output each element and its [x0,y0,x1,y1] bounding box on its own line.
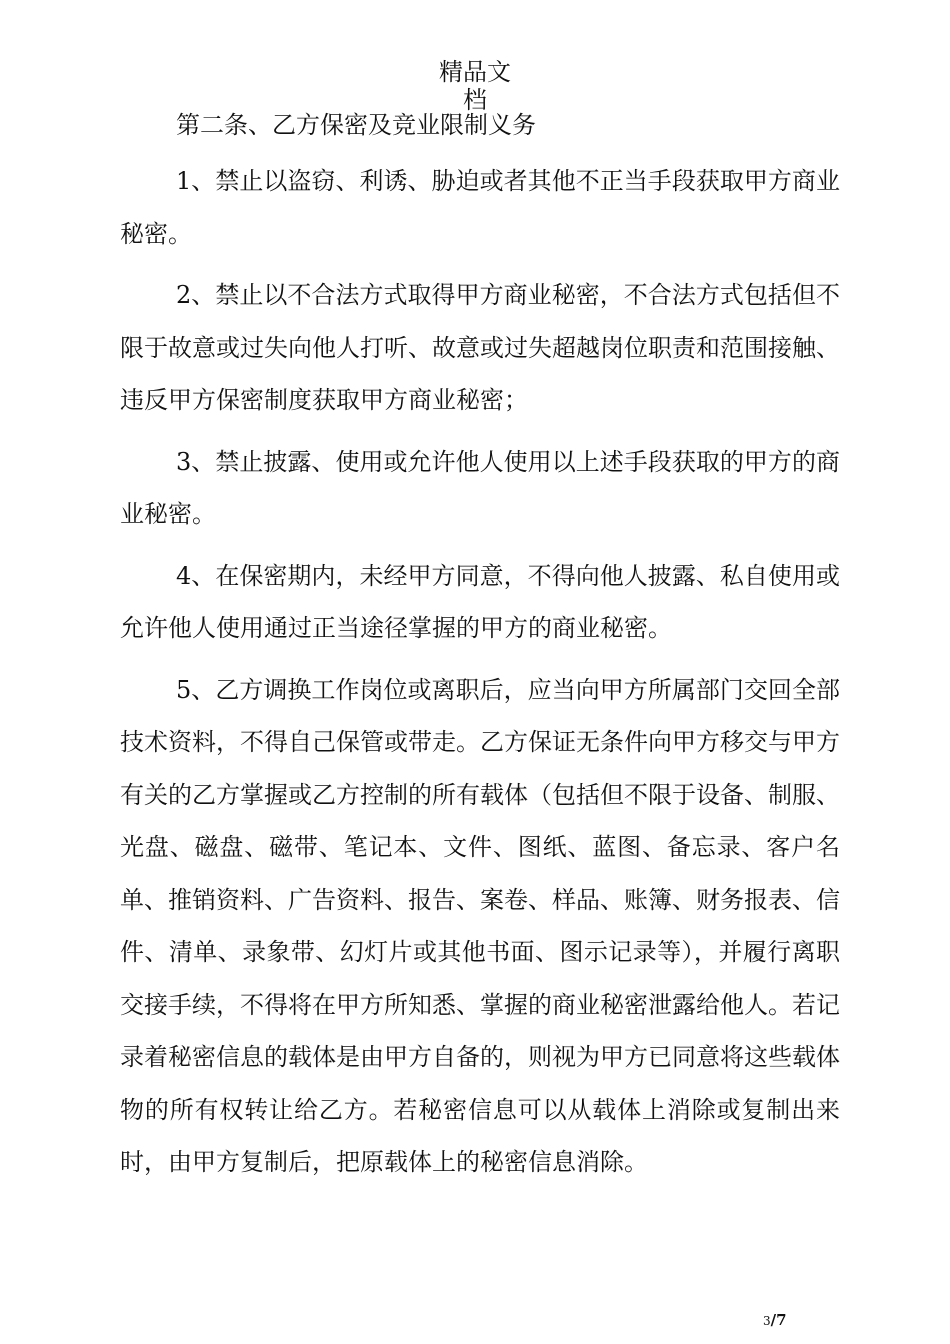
clause-3: 3、禁止披露、使用或允许他人使用以上述手段获取的甲方的商业秘密。 [120,447,840,528]
document-body [120,104,840,1189]
header-title: 精品文档 [439,58,511,114]
clause-4: 4、在保密期内，未经甲方同意，不得向他人披露、私自使用或允许他人使用通过正当途径掌握的甲方的商业秘密。 [120,561,840,642]
article-title: 第二条、乙方保密及竞业限制义务 [176,111,536,139]
page-total: /7 [770,1311,787,1329]
page-number [763,1312,787,1329]
clause-1: 1、禁止以盗窃、利诱、胁迫或者其他不正当手段获取甲方商业秘密。 [120,167,840,248]
page-current: 3 [763,1314,771,1328]
clause-5: 5、乙方调换工作岗位或离职后，应当向甲方所属部门交回全部技术资料，不得自己保管或带走。乙方保证无条件向甲方移交与甲方有关的乙方掌握或乙方控制的所有载体（包括但不限于设备、制服、光盘、磁盘、磁带、笔记本、文件、图纸、蓝图、备忘录、客户名单、推销资料、广告资料、报告、案卷、样品、账簿、财务报表、信件、清单、录象带、幻灯片或其他书面、图示记录等），并履行离职交接手续，不得将在甲方所知悉、掌握的商业秘密泄露给他人。若记录着秘密信息的载体是由甲方自备的，则视为甲方已同意将这些载体物的所有权转让给乙方。若秘密信息可以从载体上消除或复制出来时，由甲方复制后，把原载体上的秘密信息消除。 [120,675,840,1176]
clause-2: 2、禁止以不合法方式取得甲方商业秘密，不合法方式包括但不限于故意或过失向他人打听、故意或过失超越岗位职责和范围接触、违反甲方保密制度获取甲方商业秘密； [120,281,840,414]
